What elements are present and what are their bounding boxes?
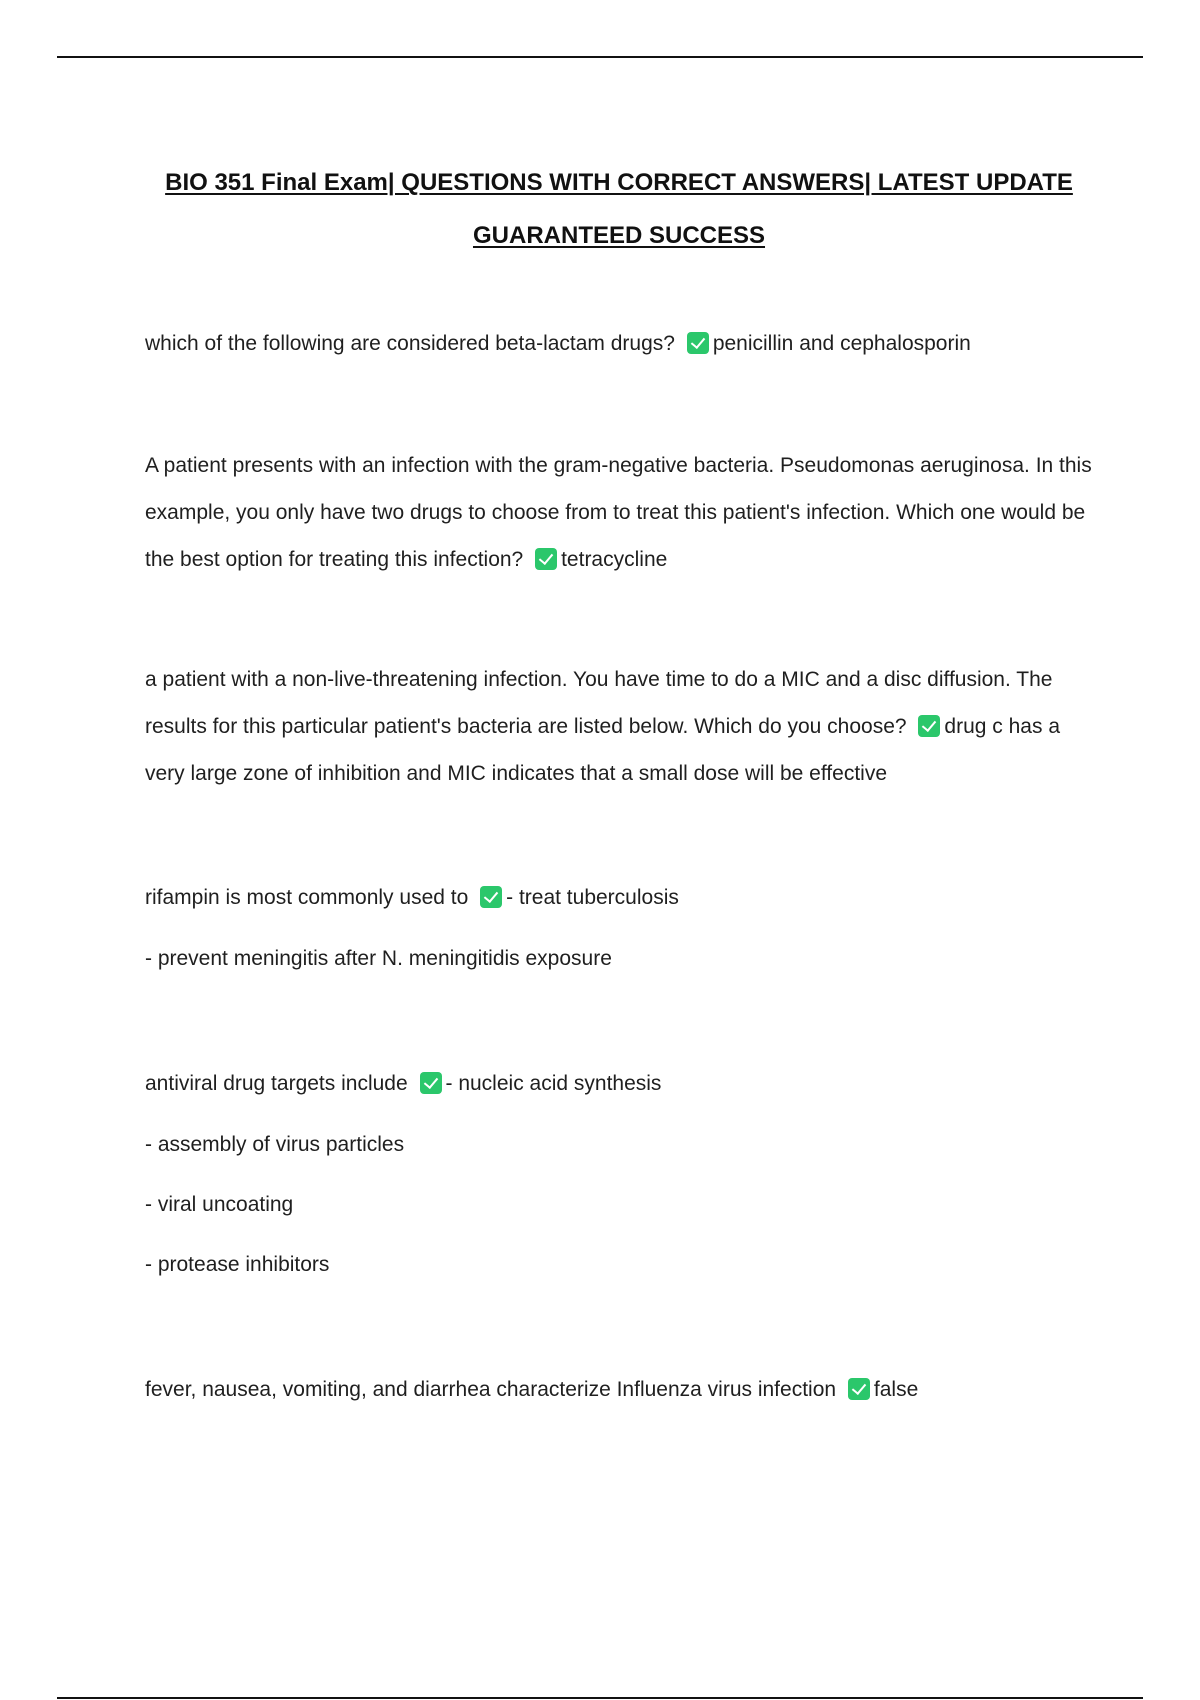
question-text: which of the following are considered beta-lactam drugs? [145,332,675,355]
qa-line [145,874,1095,921]
qa-item-1 [145,320,1095,367]
question-text: rifampin is most commonly used to [145,886,469,909]
check-icon [535,548,557,570]
qa-item-2 [145,442,1095,583]
top-rule [57,56,1143,58]
question-text: A patient presents with an infection with the gram-negative bacteria. Pseudomonas aeruginosa. In this example, you only have two drugs to choose from to treat this patient's infection. Which one would be the best option for treating this infection? [145,454,1092,571]
qa-line [145,442,1095,583]
qa-line [145,320,1095,367]
check-icon [848,1378,870,1400]
answer-text: false [873,1378,919,1401]
qa-line [145,1060,1095,1107]
answer-continuation: - viral uncoating [145,1193,294,1216]
check-icon [420,1072,442,1094]
check-icon [687,332,709,354]
document-title: BIO 351 Final Exam| QUESTIONS WITH CORRECT ANSWERS| LATEST UPDATE GUARANTEED SUCCESS [165,169,1073,250]
answer-continuation: - protease inhibitors [145,1253,330,1276]
answer-continuation: - prevent meningitis after N. meningitidis exposure [145,947,612,970]
bottom-rule [57,1697,1143,1699]
question-text: a patient with a non-live-threatening infection. You have time to do a MIC and a disc diffusion. The results for this particular patient's bacteria are listed below. Which do you choose? [145,668,1053,738]
question-text: fever, nausea, vomiting, and diarrhea characterize Influenza virus infection [145,1378,837,1401]
qa-line [145,1366,1095,1413]
check-icon [918,715,940,737]
answer-text: - treat tuberculosis [506,886,679,909]
qa-line [145,656,1095,797]
qa-item-5 [145,1060,1095,1288]
question-text: antiviral drug targets include [145,1072,408,1095]
check-icon [480,886,502,908]
qa-item-3 [145,656,1095,797]
answer-text: penicillin and cephalosporin [712,332,971,355]
qa-item-6 [145,1366,1095,1413]
qa-item-4 [145,874,1095,982]
answer-text: tetracycline [561,548,668,571]
answer-continuation: - assembly of virus particles [145,1133,405,1156]
answer-text: - nucleic acid synthesis [445,1072,662,1095]
answer-text: drug c has a very large zone of inhibition and MIC indicates that a small dose will be effective [145,715,1060,785]
